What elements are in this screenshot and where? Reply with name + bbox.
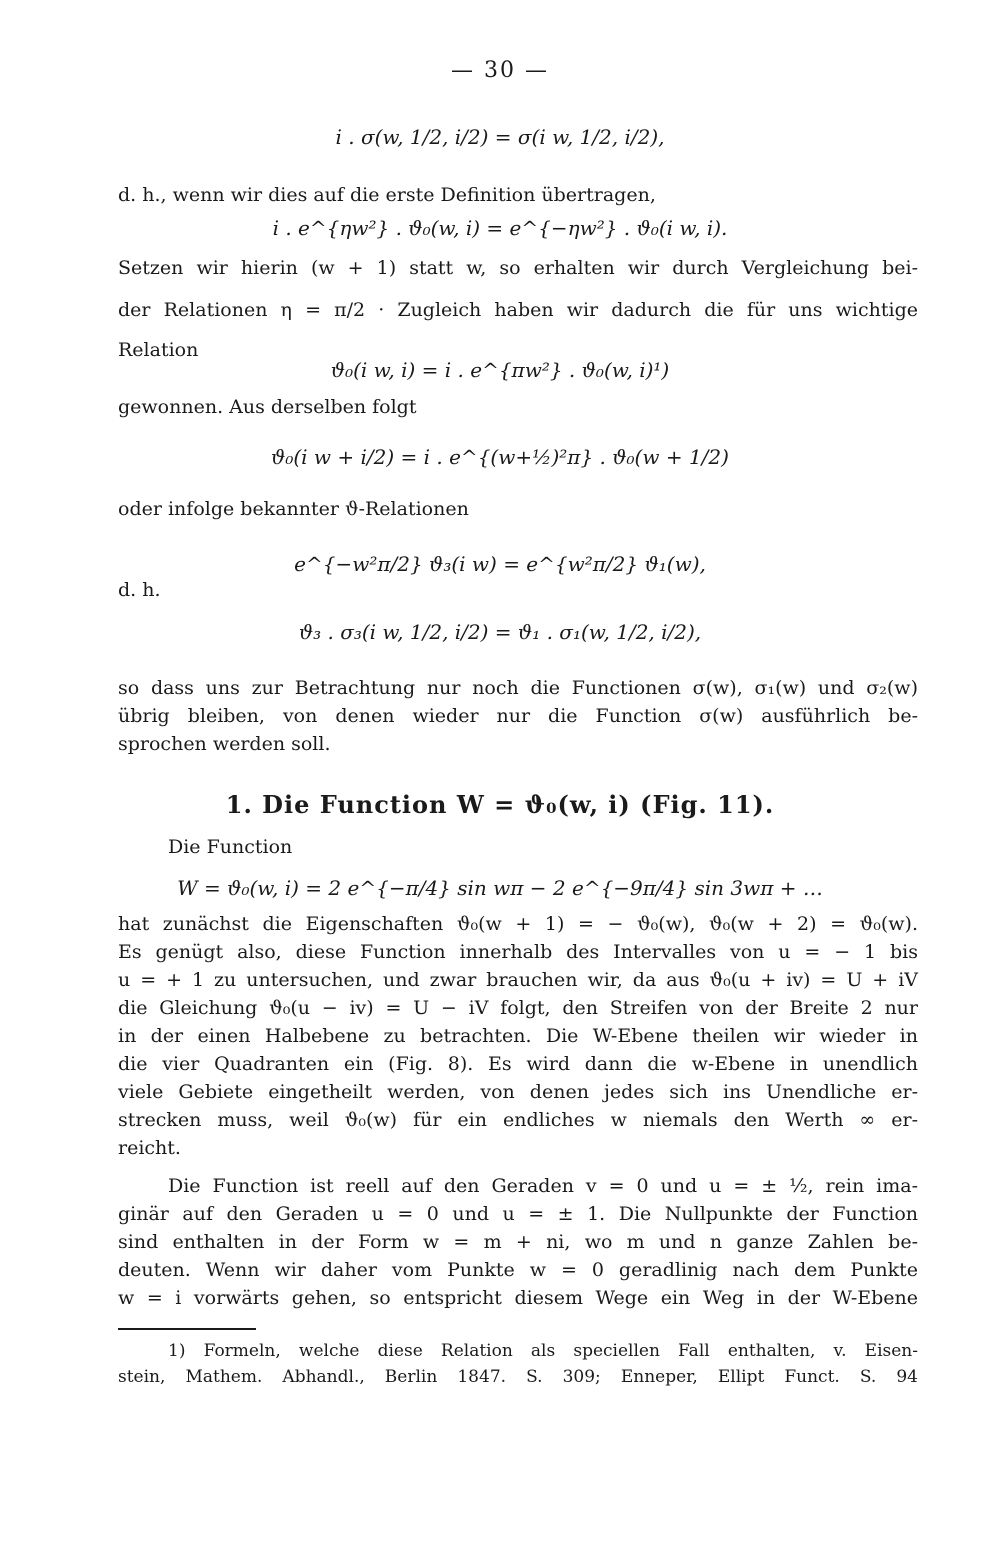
- paragraph-line: w = i vorwärts gehen, so entspricht diesem Wege ein Weg in der W-Ebene: [118, 1287, 918, 1309]
- text-line: gewonnen. Aus derselben folgt: [118, 396, 417, 418]
- paragraph-line: u = + 1 zu untersuchen, und zwar brauchen wir, da aus ϑ₀(u + iv) = U + iV: [118, 969, 918, 991]
- equation-theta3-theta1: e^{−w²π/2} ϑ₃(i w) = e^{w²π/2} ϑ₁(w),: [294, 552, 706, 576]
- paragraph-line: ginär auf den Geraden u = 0 und u = ± 1. Die Nullpunkte der Function: [118, 1203, 918, 1225]
- footnote-rule: [118, 1328, 256, 1330]
- equation-theta-exp: i . e^{ηw²} . ϑ₀(w, i) = e^{−ηw²} . ϑ₀(i w, i).: [272, 216, 728, 240]
- paragraph-line: übrig bleiben, von denen wieder nur die Function σ(w) ausführlich be-: [118, 705, 918, 727]
- text-line: Die Function: [168, 836, 293, 858]
- equation-theta-shift: ϑ₀(i w + i/2) = i . e^{(w+½)²π} . ϑ₀(w + 1/2): [271, 445, 729, 469]
- paragraph-line: deuten. Wenn wir daher vom Punkte w = 0 geradlinig nach dem Punkte: [118, 1259, 918, 1281]
- paragraph-line: sprochen werden soll.: [118, 733, 331, 755]
- paragraph-line: die Gleichung ϑ₀(u − iv) = U − iV folgt, den Streifen von der Breite 2 nur: [118, 997, 918, 1019]
- text-line: Relation: [118, 339, 199, 361]
- paragraph-line: in der einen Halbebene zu betrachten. Die W-Ebene theilen wir wieder in: [118, 1025, 918, 1047]
- paragraph-line: sind enthalten in der Form w = m + ni, wo m und n ganze Zahlen be-: [118, 1231, 918, 1253]
- paragraph-line: hat zunächst die Eigenschaften ϑ₀(w + 1) = − ϑ₀(w), ϑ₀(w + 2) = ϑ₀(w).: [118, 913, 918, 935]
- equation-sigma3-sigma1: ϑ₃ . σ₃(i w, 1/2, i/2) = ϑ₁ . σ₁(w, 1/2, i/2),: [298, 620, 702, 644]
- paragraph-line: viele Gebiete eingetheilt werden, von denen jedes sich ins Unendliche er-: [118, 1081, 918, 1103]
- section-heading: 1. Die Function W = ϑ₀(w, i) (Fig. 11).: [225, 790, 775, 819]
- equation-W-series: W = ϑ₀(w, i) = 2 e^{−π/4} sin wπ − 2 e^{−9π/4} sin 3wπ + …: [177, 876, 823, 900]
- text-line: d. h.: [118, 579, 161, 601]
- equation-theta-relation: ϑ₀(i w, i) = i . e^{πw²} . ϑ₀(w, i)¹): [330, 358, 670, 382]
- equation-sigma-relation: i . σ(w, 1/2, i/2) = σ(i w, 1/2, i/2),: [335, 125, 665, 149]
- text-line: der Relationen η = π/2 · Zugleich haben wir dadurch die für uns wichtige: [118, 299, 918, 321]
- text-line: oder infolge bekannter ϑ-Relationen: [118, 498, 469, 520]
- page-number: — 30 —: [451, 58, 549, 83]
- paragraph-line: strecken muss, weil ϑ₀(w) für ein endliches w niemals den Werth ∞ er-: [118, 1109, 918, 1131]
- text-line: Setzen wir hierin (w + 1) statt w, so erhalten wir durch Vergleichung bei-: [118, 257, 918, 279]
- paragraph-line: Die Function ist reell auf den Geraden v = 0 und u = ± ½, rein ima-: [168, 1175, 918, 1197]
- paragraph-line: die vier Quadranten ein (Fig. 8). Es wird dann die w-Ebene in unendlich: [118, 1053, 918, 1075]
- footnote-line: 1) Formeln, welche diese Relation als speciellen Fall enthalten, v. Eisen-: [168, 1341, 918, 1361]
- paragraph-line: Es genügt also, diese Function innerhalb des Intervalles von u = − 1 bis: [118, 941, 918, 963]
- footnote-line: stein, Mathem. Abhandl., Berlin 1847. S. 309; Enneper, Ellipt Funct. S. 94: [118, 1367, 918, 1387]
- paragraph-line: reicht.: [118, 1137, 181, 1159]
- text-line: d. h., wenn wir dies auf die erste Definition übertragen,: [118, 184, 656, 206]
- paragraph-line: so dass uns zur Betrachtung nur noch die Functionen σ(w), σ₁(w) und σ₂(w): [118, 677, 918, 699]
